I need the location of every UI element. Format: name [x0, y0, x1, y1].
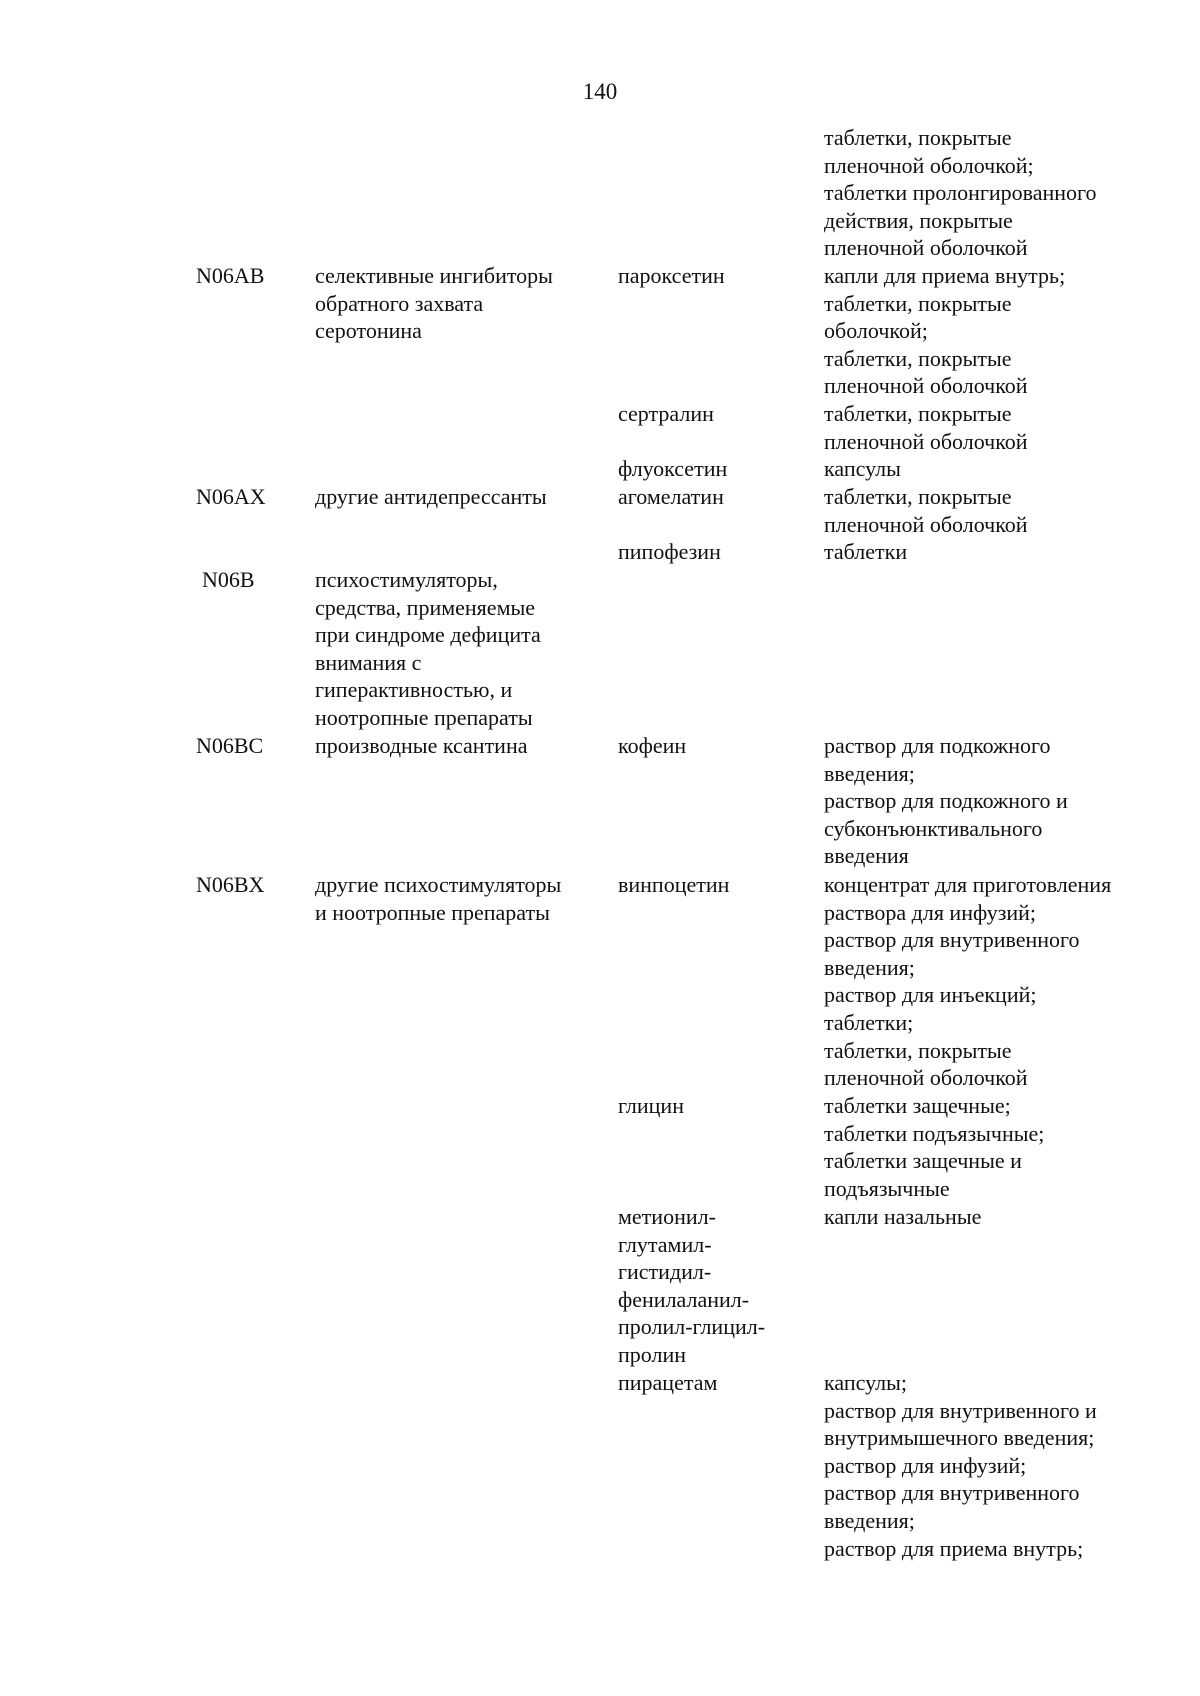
dosage-form-cell: таблетки, покрытые пленочной оболочкой	[824, 401, 1028, 454]
drug-name-cell: флуоксетин	[618, 456, 728, 481]
drug-name-cell: пароксетин	[618, 263, 725, 288]
atc-code-cell: N06AB	[196, 263, 265, 288]
dosage-form-cell: капли назальные	[824, 1204, 982, 1229]
atc-group-cell: производные ксантина	[315, 733, 528, 758]
atc-group-cell: другие антидепрессанты	[315, 484, 547, 509]
dosage-form-cell: концентрат для приготовления раствора для инфузий; раствор для внутривенного введения; раствор для инъекций; таблетки; таблетки, покрытые пленочной оболочкой	[824, 872, 1112, 1091]
atc-code-cell: N06AX	[196, 484, 266, 509]
page-number: 140	[582, 79, 618, 104]
drug-name-cell: метионил- глутамил- гистидил- фенилаланил- пролил-глицил- пролин	[618, 1204, 766, 1367]
atc-code-cell: N06B	[202, 567, 255, 592]
atc-group-cell: другие психостимуляторы и ноотропные препараты	[315, 872, 562, 925]
dosage-form-cell: раствор для подкожного введения; раствор для подкожного и субконъюнктивального введения	[824, 733, 1068, 869]
drug-name-cell: сертралин	[618, 401, 714, 426]
drug-name-cell: пипофезин	[618, 539, 721, 564]
dosage-form-cell: капсулы	[824, 456, 901, 481]
drug-name-cell: агомелатин	[618, 484, 724, 509]
dosage-form-cell: таблетки, покрытые пленочной оболочкой	[824, 484, 1028, 537]
dosage-form-cell: таблетки, покрытые пленочной оболочкой; таблетки пролонгированного действия, покрытые пленочной оболочкой	[824, 125, 1097, 261]
drug-name-cell: кофеин	[618, 733, 687, 758]
drug-name-cell: глицин	[618, 1093, 684, 1118]
dosage-form-cell: капли для приема внутрь; таблетки, покрытые оболочкой; таблетки, покрытые пленочной оболочкой	[824, 263, 1066, 399]
dosage-form-cell: капсулы; раствор для внутривенного и внутримышечного введения; раствор для инфузий; раствор для внутривенного введения; раствор для приема внутрь;	[824, 1370, 1097, 1561]
atc-code-cell: N06BX	[196, 872, 265, 897]
dosage-form-cell: таблетки	[824, 539, 908, 564]
drug-name-cell: винпоцетин	[618, 872, 730, 897]
atc-group-cell: психостимуляторы, средства, применяемые при синдроме дефицита внимания с гиперактивностью, и ноотропные препараты	[315, 567, 541, 730]
drug-name-cell: пирацетам	[618, 1370, 718, 1395]
atc-group-cell: селективные ингибиторы обратного захвата серотонина	[315, 263, 553, 344]
atc-code-cell: N06BC	[196, 733, 264, 758]
dosage-form-cell: таблетки защечные; таблетки подъязычные; таблетки защечные и подъязычные	[824, 1093, 1045, 1201]
